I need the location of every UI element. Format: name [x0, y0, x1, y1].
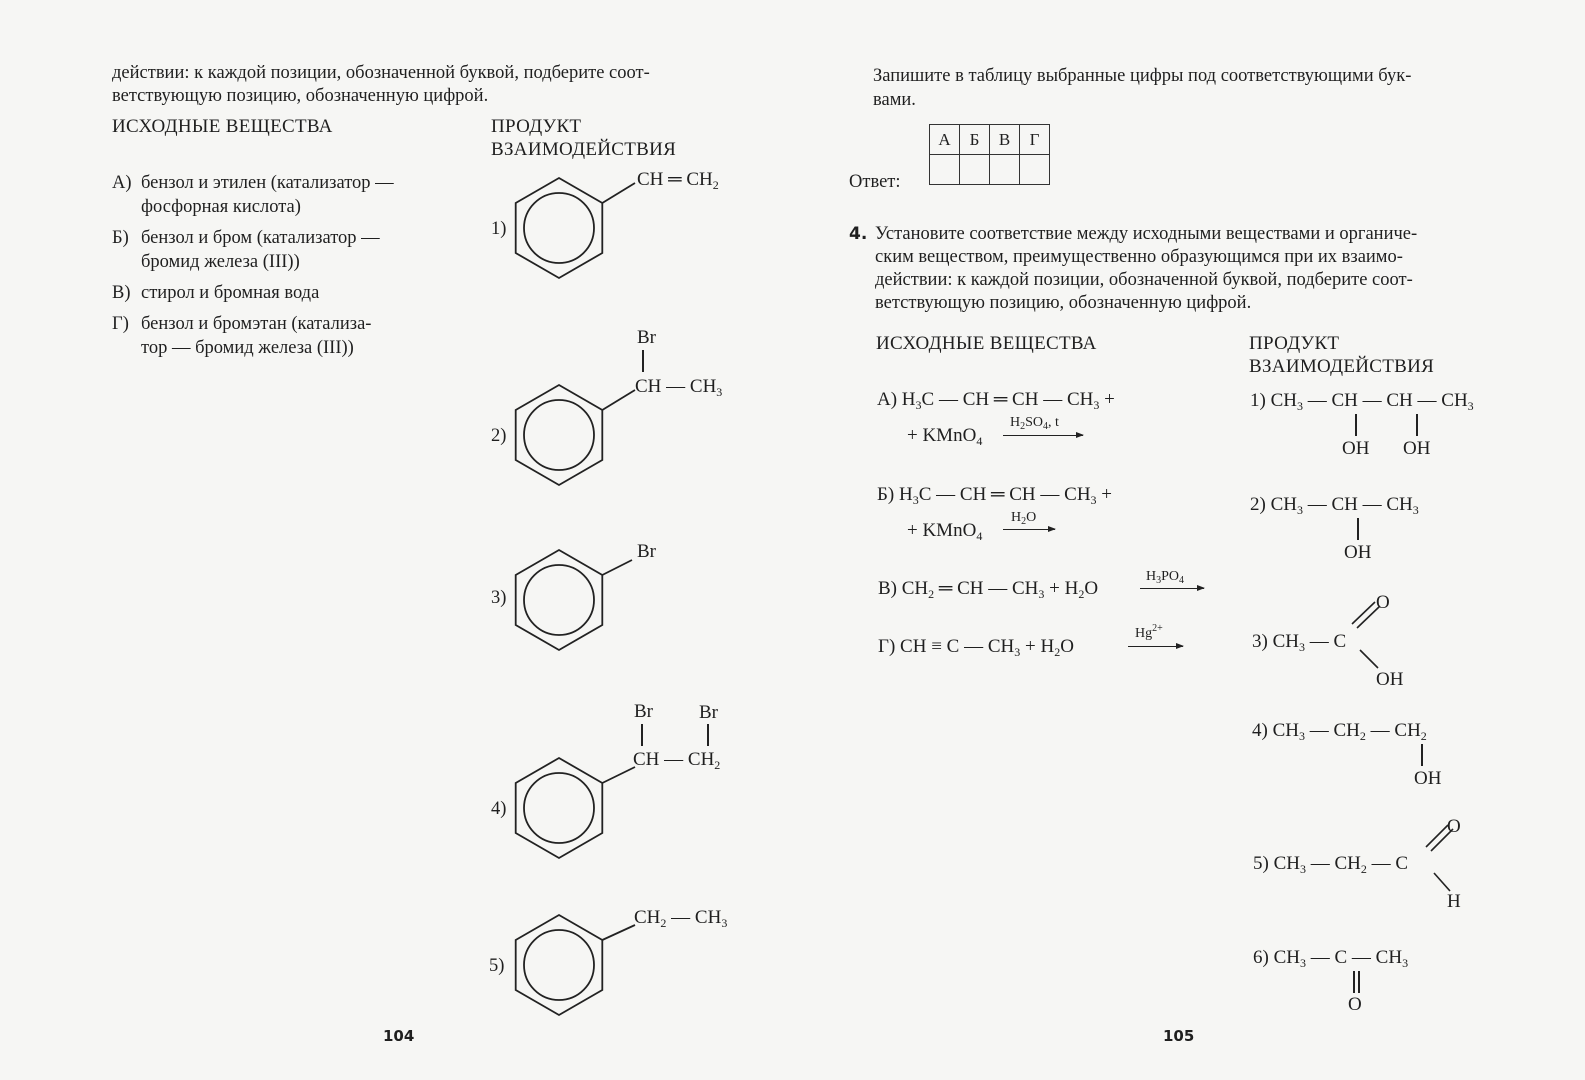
reagent-letter: А): [112, 173, 132, 193]
reagent-letter: Б): [112, 228, 129, 248]
bond: [707, 724, 709, 746]
substituent-bond: [602, 925, 635, 940]
page-number: 104: [383, 1027, 415, 1045]
task-line: ским веществом, преимущественно образующимся при их взаимо-: [875, 247, 1403, 267]
bromine-label: Br: [634, 701, 653, 722]
hydroxyl: OH: [1376, 669, 1404, 690]
reagent-text: бензол и этилен (катализатор —: [141, 173, 394, 193]
product-5: 5) $CH_3$ — $CH_2$ — C: [1253, 853, 1409, 876]
reagents-heading: ИСХОДНЫЕ ВЕЩЕСТВА: [112, 116, 333, 137]
product-4: 4) $CH_3$ — $CH_2$ — $CH_2$: [1252, 720, 1427, 743]
reaction-b: Б) $H_3C$ — CH ═ CH — $CH_3$ +: [877, 484, 1113, 507]
product-formula: CH — $CH_3$: [635, 376, 723, 399]
answer-header: А: [930, 125, 960, 155]
answer-header: Г: [1020, 125, 1050, 155]
intro-line: действии: к каждой позиции, обозначенной буквой, подберите соот-: [112, 63, 650, 83]
task-line: действии: к каждой позиции, обозначенной буквой, подберите соот-: [875, 270, 1413, 290]
hydroxyl: OH: [1344, 542, 1372, 563]
answer-header: В: [990, 125, 1020, 155]
reagent-letter: Г): [112, 314, 129, 334]
oxygen: O: [1447, 816, 1461, 837]
double-bond: [1353, 971, 1355, 993]
reaction-condition: $Hg^{2+}$: [1135, 623, 1163, 641]
answer-cell[interactable]: [930, 155, 960, 185]
reaction-a-line2: + KMnO$_4$: [907, 425, 983, 448]
product-heading: ВЗАИМОДЕЙСТВИЯ: [491, 139, 677, 160]
answer-table: [929, 124, 1050, 185]
bond: [1421, 744, 1423, 766]
aromatic-circle: [524, 930, 594, 1000]
answer-label: Ответ:: [849, 172, 901, 192]
oxygen: O: [1348, 994, 1362, 1015]
hydroxyl: OH: [1414, 768, 1442, 789]
reaction-arrow: [1140, 588, 1204, 589]
reagent-text: бензол и бром (катализатор —: [141, 228, 380, 248]
reaction-g: Г) CH ≡ C — $CH_3 + H_2O$: [878, 636, 1074, 659]
intro-line: ветствующую позицию, обозначенную цифрой.: [112, 86, 489, 106]
product-number: 1): [491, 219, 507, 239]
reaction-arrow: [1128, 646, 1183, 647]
hydroxyl: OH: [1342, 438, 1370, 459]
product-number: 3): [491, 588, 507, 608]
bond: [642, 350, 644, 372]
aromatic-circle: [524, 193, 594, 263]
product-heading: ПРОДУКТ: [491, 116, 582, 137]
reaction-v: В) $CH_2$ ═ CH — $CH_3 + H_2O$: [878, 578, 1099, 601]
product-2: 2) $CH_3$ — CH — $CH_3$: [1250, 494, 1419, 517]
aromatic-circle: [524, 565, 594, 635]
bromine-label: Br: [699, 702, 718, 723]
hydroxyl: OH: [1403, 438, 1431, 459]
hydrogen: H: [1447, 891, 1461, 912]
reagent-text: фосфорная кислота): [141, 197, 301, 217]
product-number: 2): [491, 426, 507, 446]
diagonal-bonds: [1352, 602, 1453, 891]
reaction-condition: $H_2O$: [1011, 510, 1037, 527]
bromine-label: Br: [637, 541, 656, 562]
bromine-label: Br: [637, 327, 656, 348]
product-number: 5): [489, 956, 505, 976]
task-line: ветствующую позицию, обозначенную цифрой.: [875, 293, 1252, 313]
bond: [1416, 414, 1418, 436]
substituent-bond: [602, 183, 635, 203]
answer-cell[interactable]: [1020, 155, 1050, 185]
instruction-line: вами.: [873, 90, 916, 110]
reaction-b-line2: + KMnO$_4$: [907, 520, 983, 543]
reaction-a: А) $H_3C$ — CH ═ CH — $CH_3$ +: [877, 389, 1115, 412]
instruction-line: Запишите в таблицу выбранные цифры под соответствующими бук-: [873, 66, 1412, 86]
answer-cell[interactable]: [990, 155, 1020, 185]
reagent-text: бромид железа (III)): [141, 252, 300, 272]
reaction-arrow: [1003, 435, 1083, 436]
reagent-text: тор — бромид железа (III)): [141, 338, 354, 358]
answer-cell[interactable]: [960, 155, 990, 185]
reaction-condition: $H_2SO_4$, t: [1010, 415, 1059, 432]
answer-header: Б: [960, 125, 990, 155]
aromatic-circle: [524, 773, 594, 843]
aromatic-circle: [524, 400, 594, 470]
product-6: 6) $CH_3$ — C — $CH_3$: [1253, 947, 1409, 970]
product-number: 4): [491, 799, 507, 819]
product-heading: ПРОДУКТ: [1249, 333, 1340, 354]
product-1: 1) $CH_3$ — CH — CH — $CH_3$: [1250, 390, 1474, 413]
bond: [1355, 414, 1357, 436]
product-heading: ВЗАИМОДЕЙСТВИЯ: [1249, 356, 1435, 377]
reagent-text: бензол и бромэтан (катализа-: [141, 314, 372, 334]
substituent-bond: [602, 390, 635, 410]
bond: [1357, 518, 1359, 540]
page-number: 105: [1163, 1027, 1195, 1045]
product-formula: CH — $CH_2$: [633, 749, 721, 772]
product-formula: $CH_2$ — $CH_3$: [634, 907, 728, 930]
reagent-letter: В): [112, 283, 131, 303]
oxygen: O: [1376, 592, 1390, 613]
task-number: 4.: [849, 224, 868, 244]
substituent-bond: [602, 767, 635, 783]
reaction-condition: $H_3PO_4$: [1146, 569, 1185, 586]
product-3: 3) $CH_3$ — C: [1252, 631, 1347, 654]
reagent-text: стирол и бромная вода: [141, 283, 320, 303]
reagents-heading: ИСХОДНЫЕ ВЕЩЕСТВА: [876, 333, 1097, 354]
reaction-arrow: [1003, 529, 1055, 530]
product-formula: CH ═ $CH_2$: [637, 169, 719, 192]
substituent-bond: [602, 560, 632, 575]
task-line: Установите соответствие между исходными веществами и органиче-: [875, 224, 1418, 244]
bond: [641, 724, 643, 746]
